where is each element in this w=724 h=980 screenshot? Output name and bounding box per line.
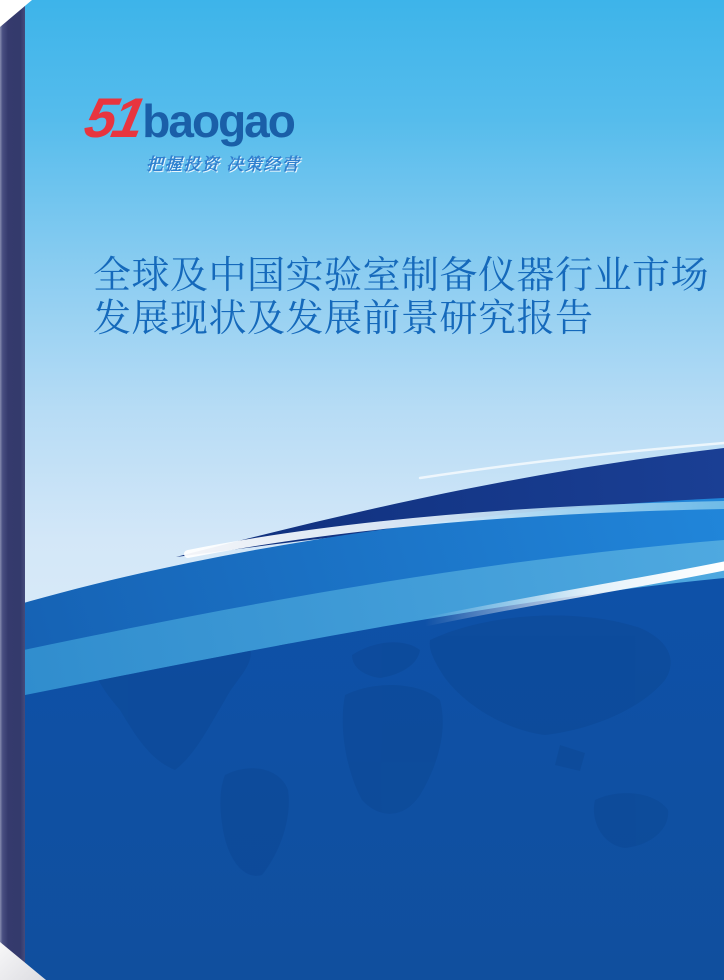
logo xyxy=(79,86,301,175)
report-title xyxy=(93,255,709,341)
logo-wordmark xyxy=(79,86,300,149)
book-spine xyxy=(0,0,25,980)
title-line-2: 发展现状及发展前景研究报告 xyxy=(93,298,594,340)
title-line-1: 全球及中国实验室制备仪器行业市场 xyxy=(93,255,710,297)
logo-tagline: 把握投资 决策经营 xyxy=(146,155,301,174)
logo-51-mark: 51 xyxy=(79,86,148,149)
logo-baogao-mark: baogao xyxy=(142,95,294,147)
